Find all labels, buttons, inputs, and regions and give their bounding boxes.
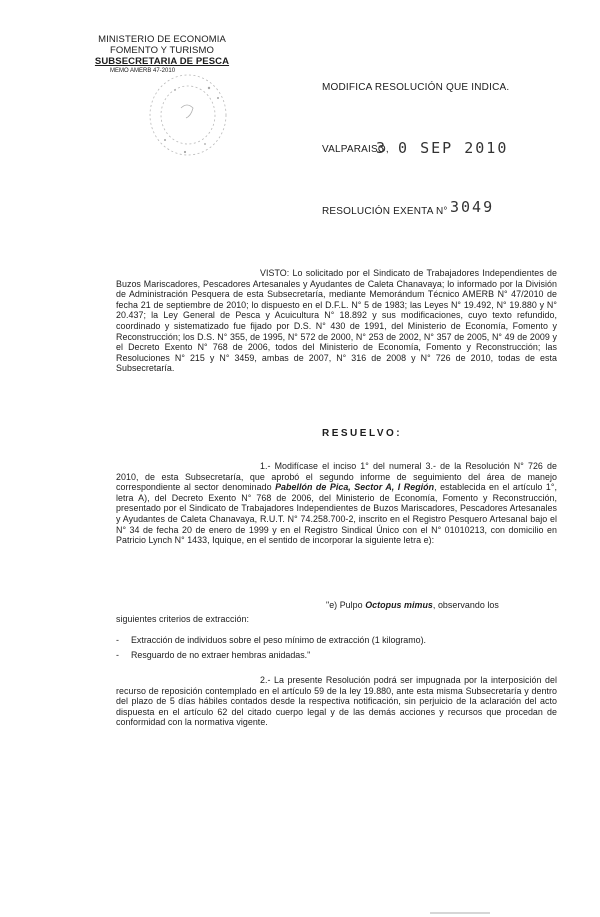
criteria-item-text: Resguardo de no extraer hembras anidadas." (131, 649, 311, 660)
undersecretary-name: SUBSECRETARIA DE PESCA (94, 56, 230, 67)
ministry-name: MINISTERIO DE ECONOMIA (98, 34, 226, 45)
letter-e-line (326, 600, 557, 611)
official-seal (145, 70, 231, 160)
ministry-sub: FOMENTO Y TURISMO (110, 45, 214, 56)
letter-e-prefix: "e) Pulpo (326, 600, 366, 610)
document-subject: MODIFICA RESOLUCIÓN QUE INDICA. (322, 82, 510, 93)
article-2-body: por la interposición del recurso de reposición contemplado en el artículo 59 de la ley 19.880, ante esta misma Subsecretaría y dentro del plazo de 5 días hábiles contados desde la respectiva notificación, sin perjuicio de la aclaración del acto dispuesta en el artículo 62 del citado cuerpo legal y de las demás acciones y recursos que procedan de conformidad con la normativa vigente. (116, 675, 557, 728)
letter-e-continuation: siguientes criterios de extracción: (116, 614, 249, 624)
criteria-item: - Resguardo de no extraer hembras anidadas." (116, 649, 311, 660)
article-2 (116, 675, 557, 728)
criteria-list (116, 635, 557, 660)
article-2-lead: 2.- La presente Resolución podrá ser impugnada (260, 675, 461, 685)
article-1-text-a: Resolución N° 726 de 2010, de esta Subsecretaría, que aprobó el segundo informe de seguimiento del área de manejo correspondiente al sector denominado (116, 461, 557, 493)
visto-body: Trabajadores Independientes de Buzos Mariscadores, Pescadores Artesanales y Ayudantes de Caleta Chanavaya; lo informado por la División de Administración Pesquera de esta Subsecretaría, mediante Memorándum Técnico AMERB N° 47/2010 de fecha 21 de septiembre de 2010; lo dispuesto en el D.F.L. N° 5 de 1983; las Leyes N° 19.492, N° 19.880 y N° 20.437; la Ley General de Pesca y Acuicultura N° 18.892 y sus modificaciones, cuyo texto refundido, coordinado y sistematizado fue fijado por D.S. N° 430 de 1991, del Ministerio de Economía, Fomento y Reconstrucción; los D.S. N° 355, de 1995, N° 572 de 2000, N° 253 de 2002, N° 357 de 2005, N° 49 de 2009 y el Decreto Exento N° 768 de 2006, todos del Ministerio de Economía, Fomento y Reconstrucción; las Resoluciones N° 215 y N° 3459, ambas de 2007, N° 316 de 2008 y N° 726 de 2010, todas de esta Subsecretaría. (116, 268, 558, 374)
resolution-label: RESOLUCIÓN EXENTA N° (322, 206, 448, 217)
article-1-text-b: , establecida en el artículo 1°, letra A), del Decreto Exento N° 768 de 2006, del Ministerio de Economía, Fomento y Reconstrucción, presentado por el Sindicato de Trabajadores Independientes de Buzos Mariscadores, Pescadores Artesanales y Ayudantes de Caleta Chanavaya, R.U.T. N° 74.258.700-2, inscrito en el Registro Pesquero Artesanal bajo el N° 34 de fecha 20 de enero de 1999 y en el Registro Sindical Único con el N° 01010213, con domicilio en Patricio Lynch N° 1433, Iquique, en el sentido de incorporar la siguiente letra e): (116, 482, 557, 546)
visto-paragraph (116, 268, 557, 374)
visto-lead: VISTO: Lo solicitado por el Sindicato de (260, 268, 424, 278)
place-label: VALPARAISO, (322, 144, 389, 155)
resolution-number-stamp: 3049 (450, 198, 495, 216)
article-1 (116, 461, 557, 546)
scan-mark (430, 912, 490, 914)
criteria-item-text: Extracción de individuos sobre el peso mínimo de extracción (1 kilogramo). (131, 635, 426, 645)
criteria-item: - Extracción de individuos sobre el peso mínimo de extracción (1 kilogramo). (116, 635, 426, 645)
area-name: Pabellón de Pica, Sector A, I Región (275, 482, 435, 493)
memo-reference: MEMO AMERB 47-2010 (110, 68, 176, 74)
date-stamp: 3 0 SEP 2010 (376, 139, 509, 157)
letterhead (82, 34, 242, 67)
species-name: Octopus mimus (365, 600, 433, 610)
article-1-lead: 1.- Modifícase el inciso 1° del numeral 3.- de la (260, 461, 462, 471)
resuelvo-heading: RESUELVO: (322, 428, 403, 439)
letter-e-suffix: , observando los (432, 600, 499, 610)
